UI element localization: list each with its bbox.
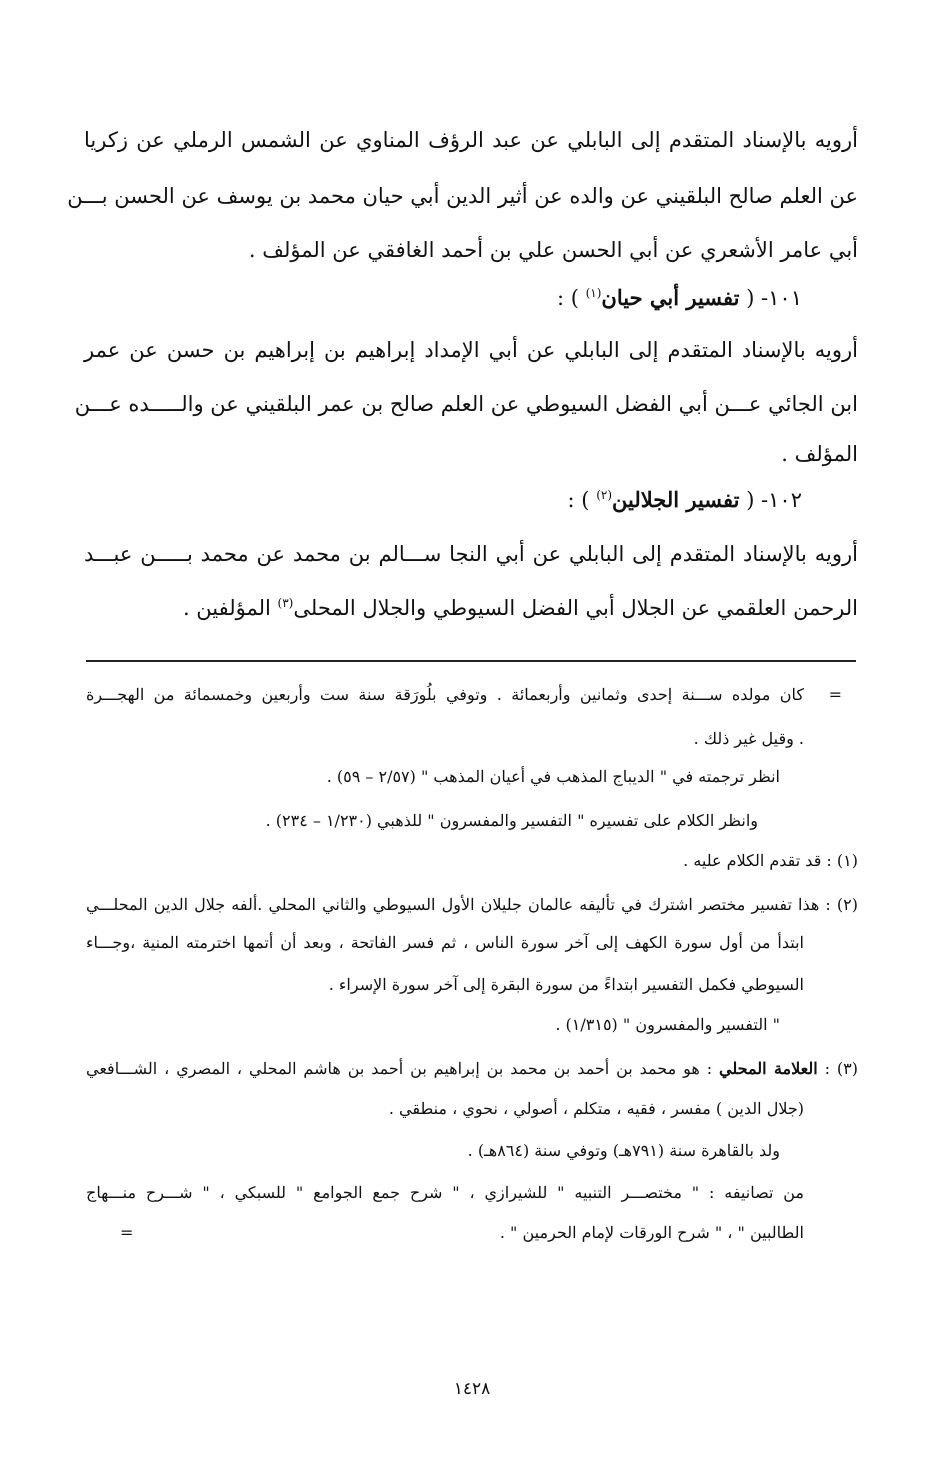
footnote-label: (٣) :: [817, 1059, 858, 1078]
footnote-line: " التفسير والمفسرون " (١/٣١٥) .: [555, 1015, 780, 1034]
heading-number: ١٠٢- (: [746, 488, 802, 512]
footnote-line: الطالبين " ، " شرح الورقات لإمام الحرمين " .: [499, 1223, 804, 1242]
footnote-line: ولد بالقاهرة سنة (٧٩١هـ) وتوفي سنة (٨٦٤هـ) .: [467, 1141, 780, 1160]
footnote-2: (٢) : هذا تفسير مختصر اشترك في تأليفه عالمان جليلان الأول السيوطي والثاني المحلي .ألفه جلال الدين المحلـــي: [86, 895, 859, 914]
continuation-marker: =: [828, 685, 842, 704]
footnote-ref: (١): [585, 286, 602, 300]
heading-title: تفسير الجلالين: [612, 487, 740, 512]
footnote-line: كان مولده ســـنة إحدى وثمانين وأربعمائة . وتوفي بلُورَقة سنة ست وأربعين وخمسمائة من الهجـــرة: [86, 685, 804, 704]
main-line: المؤلف .: [781, 442, 858, 466]
footnote-line: انظر ترجمته في " الديباج المذهب في أعيان المذهب " (٢/٥٧ – ٥٩) .: [326, 767, 780, 786]
heading-title: تفسير أبي حيان: [601, 285, 740, 310]
footnote-line: من تصانيفه : " مختصـــر التنبيه " للشيرازي ، " شرح جمع الجوامع " للسبكي ، " شـــرح منـــهاج: [86, 1183, 804, 1202]
footnote-line: ابتدأ من أول سورة الكهف إلى آخر سورة الناس ، ثم فسر الفاتحة ، وبعد أن أتمها اخترمته المنية ،وجـــاء: [86, 933, 804, 952]
heading-end: ) :: [556, 286, 579, 310]
main-line: أبي عامر الأشعري عن أبي الحسن علي بن أحمد الغافقي عن المؤلف .: [248, 238, 858, 262]
continuation-marker: =: [120, 1223, 134, 1242]
main-line: عن العلم صالح البلقيني عن والده عن أثير الدين أبي حيان محمد بن يوسف عن الحسن بـــن: [67, 184, 858, 208]
footnote-ref: (٣): [277, 596, 294, 610]
main-line: أرويه بالإسناد المتقدم إلى البابلي عن أبي النجا ســـالم بن محمد عن محمد بـــــن عبـــد: [84, 542, 858, 566]
footnote-1: (١) : قد تقدم الكلام عليه .: [683, 851, 858, 870]
footnote-line: . وقيل غير ذلك .: [693, 729, 804, 748]
heading-number: ١٠١- (: [746, 286, 802, 310]
footnote-text: : هو محمد بن أحمد بن محمد بن إبراهيم بن أحمد بن هاشم المحلي ، المصري ، الشـــافعي: [86, 1059, 720, 1078]
footnote-line: (جلال الدين ) مفسر ، فقيه ، متكلم ، أصولي ، نحوي ، منطقي .: [388, 1099, 804, 1118]
main-line-text: الرحمن العلقمي عن الجلال أبي الفضل السيوطي والجلال المحلى: [293, 596, 858, 620]
footnote-line: السيوطي فكمل التفسير ابتداءً من سورة البقرة إلى آخر سورة الإسراء .: [328, 975, 804, 994]
footnote-3: [86, 1058, 858, 1080]
heading-end: ) :: [567, 488, 590, 512]
section-heading-101: [557, 284, 802, 312]
main-line-text: المؤلفين .: [182, 596, 278, 620]
main-line: أرويه بالإسناد المتقدم إلى البابلي عن عبد الرؤف المناوي عن الشمس الرملي عن زكريا: [84, 128, 858, 152]
footnote-bold-term: العلامة المحلي: [719, 1059, 818, 1078]
footnote-ref: (٢): [596, 488, 613, 502]
section-heading-102: [568, 486, 802, 514]
footnote-separator: [86, 660, 856, 662]
page-number: ١٤٢٨: [453, 1379, 491, 1399]
footnote-line: وانظر الكلام على تفسيره " التفسير والمفسرون " للذهبي (١/٢٣٠ – ٢٣٤) .: [265, 811, 758, 830]
main-line: أرويه بالإسناد المتقدم إلى البابلي عن أبي الإمداد إبراهيم بن إبراهيم بن حسن عن عمر: [84, 338, 858, 362]
main-line: ابن الجائي عـــن أبي الفضل السيوطي عن العلم صالح بن عمر البلقيني عن والـــــده عـــن: [74, 392, 858, 416]
main-line: [84, 594, 858, 622]
